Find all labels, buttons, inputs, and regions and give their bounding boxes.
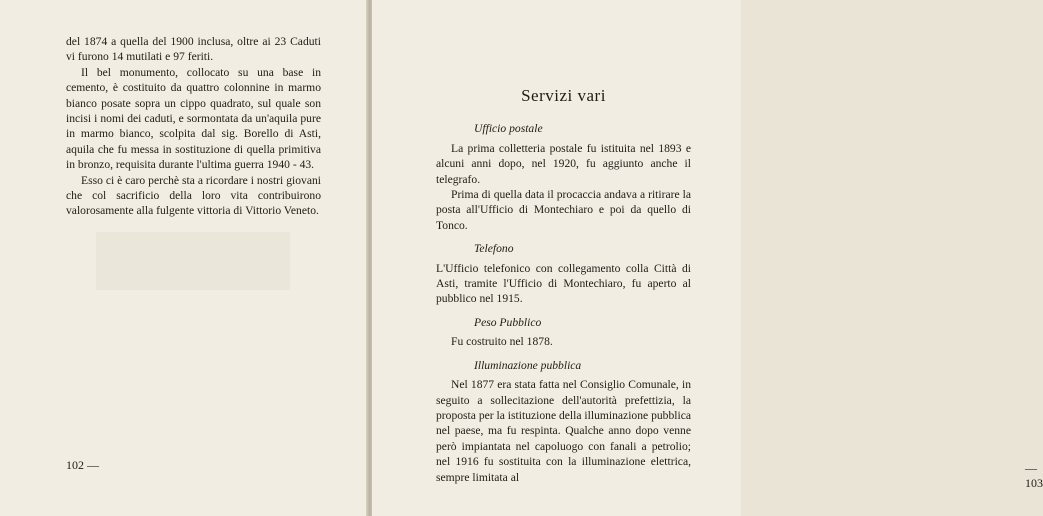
section-title: Servizi vari — [521, 86, 606, 105]
left-paragraph: Esso ci è caro perchè sta a ricordare i nostri giovani che col sacrificio della loro vita contribuirono valorosamente alla fulgente vittoria di Vittorio Veneto. — [66, 173, 321, 218]
right-paragraph: Nel 1877 era stata fatta nel Consiglio Comunale, in seguito a sollecitazione dell'autorità prefettizia, la proposta per la istituzione della illuminazione pubblica nel paese, ma fu respinta. Qualche anno dopo venne però impiantata nel capoluogo con fanali a petrolio; nel 1916 fu sostituita con la illuminazione elettrica, sempre limitata al — [436, 378, 691, 484]
right-page-body — [436, 88, 691, 485]
left-page — [0, 0, 368, 516]
left-paragraph: Il bel monumento, collocato su una base in cemento, è costituito da quattro colonnine in marmo bianco posate sopra un cippo quadrato, sul quale son incisi i nomi dei caduti, e sormontata da un'aquila pure in marmo bianco, scolpita dal sig. Borello di Asti, aquila che fu messa in sostituzione di quella primitiva in bronzo, requisita durante l'ultima guerra 1940 - 43. — [66, 65, 321, 172]
subheading-telefono: Telefono — [474, 242, 514, 256]
page-number-left: 102 — — [66, 458, 99, 472]
subheading-ufficio-postale: Ufficio postale — [474, 122, 543, 136]
right-paragraph: La prima colletteria postale fu istituita nel 1893 e alcuni anni dopo, nel 1920, fu aggiunto anche il telegrafo. — [436, 141, 691, 186]
left-page-body — [66, 34, 321, 219]
page-number-right: — 103 — [1025, 461, 1043, 490]
subheading-peso-pubblico: Peso Pubblico — [474, 315, 542, 329]
right-paragraph: Fu costruito nel 1878. — [451, 335, 553, 349]
bleed-through-shadow — [96, 232, 290, 290]
left-paragraph: del 1874 a quella del 1900 inclusa, oltre ai 23 Caduti vi furono 14 mutilati e 97 feriti. — [66, 35, 321, 64]
right-paragraph: Prima di quella data il procaccia andava a ritirare la posta all'Ufficio di Montechiaro e poi da quello di Tonco. — [436, 188, 691, 232]
subheading-illuminazione-pubblica: Illuminazione pubblica — [474, 358, 582, 372]
right-paragraph: L'Ufficio telefonico con collegamento colla Città di Asti, tramite l'Ufficio di Montechiaro, fu aperto al pubblico nel 1915. — [436, 261, 691, 306]
